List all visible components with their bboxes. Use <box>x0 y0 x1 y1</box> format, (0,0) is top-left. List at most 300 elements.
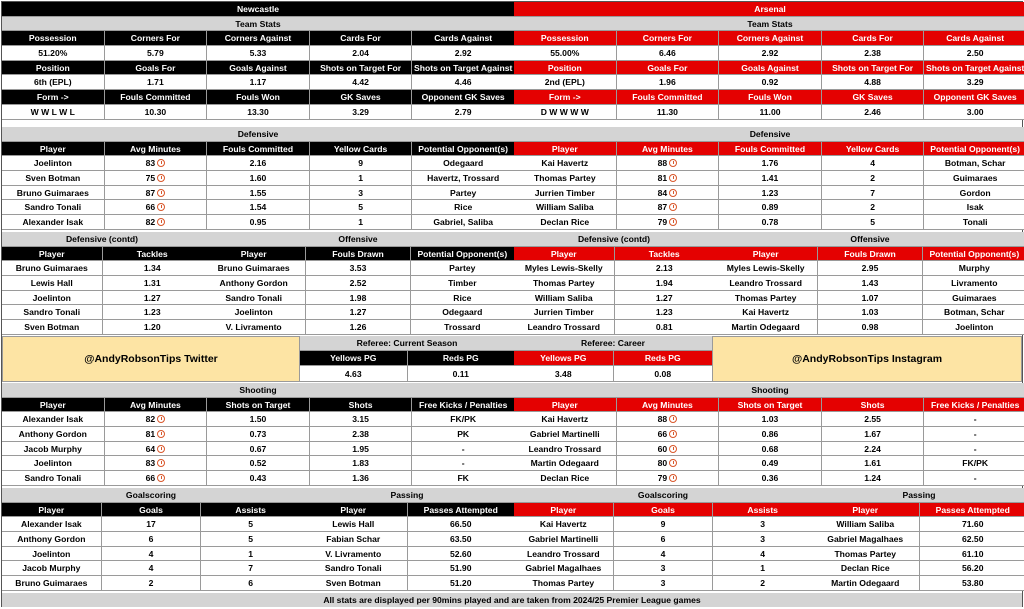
player-name-text: Thomas Partey <box>734 292 797 303</box>
stat-value <box>102 576 202 591</box>
column-header: Fouls Committed <box>207 142 310 157</box>
stat-value <box>412 412 514 427</box>
stat-value <box>105 200 208 215</box>
table-row <box>300 576 514 591</box>
player-name <box>2 276 103 291</box>
stat-value <box>102 547 202 562</box>
stat-value-text: 66 <box>145 202 156 213</box>
stat-value <box>411 305 514 320</box>
stat-value-text: 0.81 <box>655 321 673 332</box>
player-name-text: Declan Rice <box>540 472 590 483</box>
stat-value-text: Timber <box>448 277 477 288</box>
stat-value-text: 61.10 <box>961 548 984 559</box>
table-row <box>2 547 300 562</box>
stat-value <box>617 456 720 471</box>
stat-value-text: 0.86 <box>761 428 779 439</box>
player-name-text: Jurrien Timber <box>533 307 594 318</box>
stat-value-text: 1.41 <box>761 172 779 183</box>
table-row <box>2 532 300 547</box>
stat-value: 2.92 <box>719 46 822 61</box>
stat-value-text: 1.50 <box>249 414 267 425</box>
column-header: Fouls Drawn <box>306 247 410 262</box>
player-name-text: Sandro Tonali <box>23 307 81 318</box>
column-header: Corners Against <box>719 31 822 46</box>
stat-value-text: Botman, Schar <box>943 307 1005 318</box>
table-row <box>514 200 1024 215</box>
table-row <box>514 561 812 576</box>
stat-value-text: Livramento <box>951 277 998 288</box>
newcastle-offensive-table <box>202 232 514 335</box>
table-row <box>2 456 514 471</box>
table-row <box>514 320 714 335</box>
stat-value <box>105 412 208 427</box>
stat-value-text: 2 <box>870 172 875 183</box>
stat-value-text: 0.52 <box>249 458 267 469</box>
column-header: Player <box>2 503 102 518</box>
player-name <box>514 471 617 486</box>
player-name <box>514 456 617 471</box>
stat-value: 2nd (EPL) <box>514 75 617 90</box>
player-name <box>714 305 818 320</box>
stat-value-text: 79 <box>657 472 668 483</box>
player-name <box>202 291 306 306</box>
table-row <box>2 2 514 17</box>
player-name <box>202 261 306 276</box>
stat-value-text: 81 <box>145 428 156 439</box>
stat-value-text: 5 <box>248 519 254 530</box>
column-header: Fouls Committed <box>617 90 720 105</box>
table-row <box>812 547 1024 562</box>
column-header: Opponent GK Saves <box>412 90 514 105</box>
stat-value-text: - <box>973 472 977 483</box>
table-row <box>514 215 1024 230</box>
player-name <box>812 561 920 576</box>
player-name <box>714 320 818 335</box>
clock-icon <box>157 218 165 226</box>
table-row <box>514 576 812 591</box>
stat-value <box>719 427 822 442</box>
table-row <box>812 532 1024 547</box>
column-header: Shots on Target <box>207 398 310 413</box>
arsenal-passing-table <box>812 488 1024 591</box>
stat-value <box>822 186 925 201</box>
passing-title: Passing <box>300 488 514 503</box>
player-name <box>2 320 103 335</box>
column-header: Goals <box>614 503 714 518</box>
stat-value <box>615 320 715 335</box>
player-name <box>812 576 920 591</box>
player-name-text: Gabriel Magalhaes <box>525 563 602 574</box>
stat-value <box>924 215 1024 230</box>
stat-value <box>615 261 715 276</box>
stat-value-text: 1.83 <box>352 458 369 469</box>
player-name-text: Leandro Trossard <box>729 277 802 288</box>
player-name-text: Sandro Tonali <box>24 202 82 213</box>
stat-value <box>412 200 514 215</box>
stat-value <box>207 215 310 230</box>
table-row <box>202 320 514 335</box>
stat-value <box>719 456 822 471</box>
stat-value <box>310 200 413 215</box>
stat-value-text: 1.61 <box>864 458 881 469</box>
column-header: Player <box>514 503 614 518</box>
team-name: Newcastle <box>2 2 514 17</box>
stat-value-text: 66 <box>145 472 156 483</box>
stat-value-text: 3 <box>660 577 666 588</box>
column-header: Corners Against <box>207 31 310 46</box>
stat-value <box>713 561 812 576</box>
arsenal-shooting-table <box>514 383 1024 486</box>
column-header: Free Kicks / Penalties <box>924 398 1024 413</box>
stat-value: 5.33 <box>207 46 310 61</box>
stat-value <box>818 291 922 306</box>
stat-value-text: 3 <box>760 533 766 544</box>
player-name <box>514 561 614 576</box>
stat-value <box>614 532 714 547</box>
player-name <box>2 412 105 427</box>
player-name-text: Alexander Isak <box>22 414 84 425</box>
player-name <box>2 427 105 442</box>
player-name <box>2 517 102 532</box>
table-row <box>300 351 514 366</box>
stat-value <box>822 427 925 442</box>
passing-title: Passing <box>812 488 1024 503</box>
stat-value: 2.38 <box>822 46 925 61</box>
table-row <box>514 503 812 518</box>
player-name <box>714 276 818 291</box>
stat-value <box>408 532 515 547</box>
stat-value-text: - <box>461 443 465 454</box>
table-row <box>514 351 712 366</box>
player-name-text: Sandro Tonali <box>24 472 82 483</box>
stat-value <box>306 261 410 276</box>
stat-value-text: 4 <box>760 548 766 559</box>
stat-value <box>306 320 410 335</box>
stat-value <box>105 456 208 471</box>
table-row <box>514 291 714 306</box>
stat-value-text: Gabriel, Saliba <box>433 216 494 227</box>
stat-value-text: 0.98 <box>861 321 879 332</box>
player-name <box>514 412 617 427</box>
table-row <box>714 276 1024 291</box>
stat-value-text: Havertz, Trossard <box>427 172 500 183</box>
stat-value <box>920 517 1024 532</box>
stat-value-text: 60 <box>657 443 668 454</box>
stat-value-text: 1.67 <box>864 428 881 439</box>
stat-value-text: 83 <box>145 458 156 469</box>
player-name-text: V. Livramento <box>225 321 282 332</box>
table-row <box>2 320 202 335</box>
table-row <box>2 127 514 142</box>
stat-value-text: 0.36 <box>761 472 779 483</box>
table-row <box>514 105 1024 120</box>
stat-value: 1.96 <box>617 75 720 90</box>
player-name-text: Leandro Trossard <box>527 548 600 559</box>
stat-value-text: 80 <box>657 458 668 469</box>
stat-value-text: 2.24 <box>864 443 881 454</box>
player-name-text: William Saliba <box>534 292 593 303</box>
column-header: Avg Minutes <box>105 398 208 413</box>
player-name-text: Thomas Partey <box>532 577 595 588</box>
column-header: Shots on Target Against <box>412 61 514 76</box>
table-row <box>2 427 514 442</box>
column-header: Goals <box>102 503 202 518</box>
stat-value-text: 1.03 <box>861 307 879 318</box>
column-header: Fouls Won <box>719 90 822 105</box>
player-name <box>2 305 103 320</box>
player-name-text: Joelinton <box>33 158 72 169</box>
shooting-title: Shooting <box>2 383 514 398</box>
stat-value <box>105 156 208 171</box>
stat-value: 11.00 <box>719 105 822 120</box>
player-name <box>2 456 105 471</box>
stat-value <box>102 532 202 547</box>
goalscoring-title: Goalscoring <box>514 488 812 503</box>
stat-value <box>310 186 413 201</box>
stat-value <box>719 200 822 215</box>
player-name <box>514 427 617 442</box>
table-row <box>202 261 514 276</box>
stat-value <box>310 471 413 486</box>
clock-icon <box>669 203 677 211</box>
column-header: Player <box>2 247 103 262</box>
stat-value-text: 6 <box>148 533 154 544</box>
table-row <box>514 61 1024 76</box>
column-header: Possession <box>2 31 105 46</box>
stat-value <box>310 412 413 427</box>
player-name-text: Jacob Murphy <box>23 443 82 454</box>
table-row <box>514 186 1024 201</box>
arsenal-defensive-table <box>514 127 1024 230</box>
stat-value-text: 4 <box>148 548 154 559</box>
column-header: Avg Minutes <box>105 142 208 157</box>
stat-value <box>412 186 514 201</box>
player-name-text: Sven Botman <box>25 172 81 183</box>
stat-value: 10.30 <box>105 105 208 120</box>
stat-value-text: 2.52 <box>349 277 367 288</box>
newcastle-passing-table <box>300 488 514 591</box>
table-row <box>514 46 1024 61</box>
newcastle-goalscoring-table <box>2 488 300 591</box>
table-row <box>514 517 812 532</box>
stat-value-text: 63.50 <box>449 533 472 544</box>
stat-value <box>920 547 1024 562</box>
stat-value-text: FK/PK <box>450 414 477 425</box>
clock-icon <box>157 203 165 211</box>
table-row <box>514 17 1024 32</box>
stat-value-text: 5 <box>870 216 875 227</box>
stat-value: 11.30 <box>617 105 720 120</box>
table-row <box>300 336 514 351</box>
stat-value <box>310 171 413 186</box>
player-name-text: Joelinton <box>33 458 72 469</box>
player-name-text: Gabriel Martinelli <box>529 428 600 439</box>
stat-value <box>615 276 715 291</box>
player-name <box>514 547 614 562</box>
player-name <box>714 261 818 276</box>
player-name <box>2 471 105 486</box>
player-name <box>514 171 617 186</box>
table-row <box>2 156 514 171</box>
player-name <box>2 442 105 457</box>
stat-value-text: 6 <box>248 577 254 588</box>
stat-value-text: 1.55 <box>249 187 267 198</box>
table-row <box>2 171 514 186</box>
stat-value-text: 84 <box>657 187 668 198</box>
clock-icon <box>157 189 165 197</box>
stat-value <box>207 412 310 427</box>
stat-value-text: 64 <box>145 443 156 454</box>
column-header: Cards Against <box>924 31 1024 46</box>
stat-value <box>412 171 514 186</box>
stat-value <box>719 215 822 230</box>
player-name-text: Sandro Tonali <box>225 292 282 303</box>
player-name-text: Fabian Schar <box>326 533 381 544</box>
clock-icon <box>669 174 677 182</box>
stat-value-text: 52.60 <box>449 548 472 559</box>
player-name <box>2 532 102 547</box>
stat-value <box>103 276 203 291</box>
column-header: Corners For <box>105 31 208 46</box>
stat-value <box>207 456 310 471</box>
stat-value-text: 2 <box>870 202 875 213</box>
player-name-text: Joelinton <box>32 292 71 303</box>
stat-value <box>201 517 300 532</box>
stat-value-text: 0.68 <box>761 443 779 454</box>
player-name <box>300 576 408 591</box>
defensive-contd-title: Defensive (contd) <box>514 232 714 247</box>
column-header: Fouls Committed <box>105 90 208 105</box>
stat-value <box>105 186 208 201</box>
stat-value <box>818 305 922 320</box>
table-row <box>714 291 1024 306</box>
table-row <box>2 31 514 46</box>
column-header: Cards Against <box>412 31 514 46</box>
stat-value-text: 62.50 <box>961 533 984 544</box>
stat-value: 5.79 <box>105 46 208 61</box>
stat-value-text: Odegaard <box>442 307 483 318</box>
player-name <box>514 186 617 201</box>
stat-value <box>822 215 925 230</box>
stat-value-text: 7 <box>870 187 875 198</box>
stat-value <box>411 320 514 335</box>
player-name <box>514 517 614 532</box>
table-row <box>2 398 514 413</box>
newcastle-defensive-table <box>2 127 514 230</box>
stat-value <box>822 442 925 457</box>
stat-value-text: 1 <box>760 563 766 574</box>
stat-value <box>617 200 720 215</box>
table-row <box>514 547 812 562</box>
player-name <box>202 276 306 291</box>
stat-value-text: 0.49 <box>761 458 779 469</box>
stat-value-text: FK <box>457 472 469 483</box>
stat-value-text: 2.95 <box>861 263 879 274</box>
table-row <box>2 383 514 398</box>
player-name <box>514 215 617 230</box>
stat-value-text: Rice <box>453 292 472 303</box>
table-row <box>2 232 202 247</box>
table-row <box>514 142 1024 157</box>
table-row <box>514 127 1024 142</box>
offensive-title: Offensive <box>202 232 514 247</box>
stat-value-text: 1.94 <box>655 277 673 288</box>
player-name-text: Lewis Hall <box>30 277 73 288</box>
table-row <box>714 320 1024 335</box>
player-name <box>714 291 818 306</box>
clock-icon <box>669 415 677 423</box>
player-name-text: Kai Havertz <box>742 307 790 318</box>
column-header: Assists <box>201 503 300 518</box>
table-row <box>300 517 514 532</box>
table-row <box>514 398 1024 413</box>
player-name <box>300 547 408 562</box>
stat-value <box>412 456 514 471</box>
table-row <box>202 276 514 291</box>
stat-value <box>924 200 1024 215</box>
table-row <box>2 142 514 157</box>
stat-value <box>411 261 514 276</box>
column-header: Passes Attempted <box>920 503 1024 518</box>
clock-icon <box>669 474 677 482</box>
stat-value <box>201 576 300 591</box>
stat-value: 2.79 <box>412 105 514 120</box>
stat-value <box>306 305 410 320</box>
stat-value <box>924 456 1024 471</box>
stat-value-text: 1.27 <box>143 292 161 303</box>
player-name <box>2 156 105 171</box>
player-name <box>2 186 105 201</box>
stat-value: 13.30 <box>207 105 310 120</box>
table-row <box>714 232 1024 247</box>
newcastle-shooting-table <box>2 383 514 486</box>
stat-value-text: 56.20 <box>961 563 984 574</box>
shooting-title: Shooting <box>514 383 1024 398</box>
table-row <box>514 305 714 320</box>
player-name-text: Anthony Gordon <box>18 428 87 439</box>
stat-value-text: 1.03 <box>761 414 779 425</box>
stat-value: 0.08 <box>614 366 713 382</box>
stat-value-text: 1.27 <box>655 292 673 303</box>
twitter-handle: @AndyRobsonTips Twitter <box>2 336 300 382</box>
column-header: Shots on Target <box>719 398 822 413</box>
team-stats-title: Team Stats <box>514 17 1024 32</box>
table-row <box>2 90 514 105</box>
player-name-text: Leandro Trossard <box>527 321 601 332</box>
table-row <box>514 383 1024 398</box>
table-row <box>714 305 1024 320</box>
stat-value-text: 0.95 <box>249 216 267 227</box>
column-header: Possession <box>514 31 617 46</box>
column-header: Free Kicks / Penalties <box>412 398 514 413</box>
stat-value-text: - <box>973 443 977 454</box>
table-row <box>812 576 1024 591</box>
table-row <box>514 2 1024 17</box>
player-name <box>812 517 920 532</box>
stat-value <box>713 576 812 591</box>
stat-value: 2.04 <box>310 46 413 61</box>
stat-value <box>412 215 514 230</box>
stat-value-text: 2 <box>148 577 154 588</box>
stat-value <box>105 471 208 486</box>
column-header: Player <box>514 398 617 413</box>
clock-icon <box>157 415 165 423</box>
player-name <box>300 532 408 547</box>
arsenal-offensive-table <box>714 232 1024 335</box>
stat-value <box>822 200 925 215</box>
table-row <box>2 503 300 518</box>
column-header: Yellow Cards <box>310 142 413 157</box>
